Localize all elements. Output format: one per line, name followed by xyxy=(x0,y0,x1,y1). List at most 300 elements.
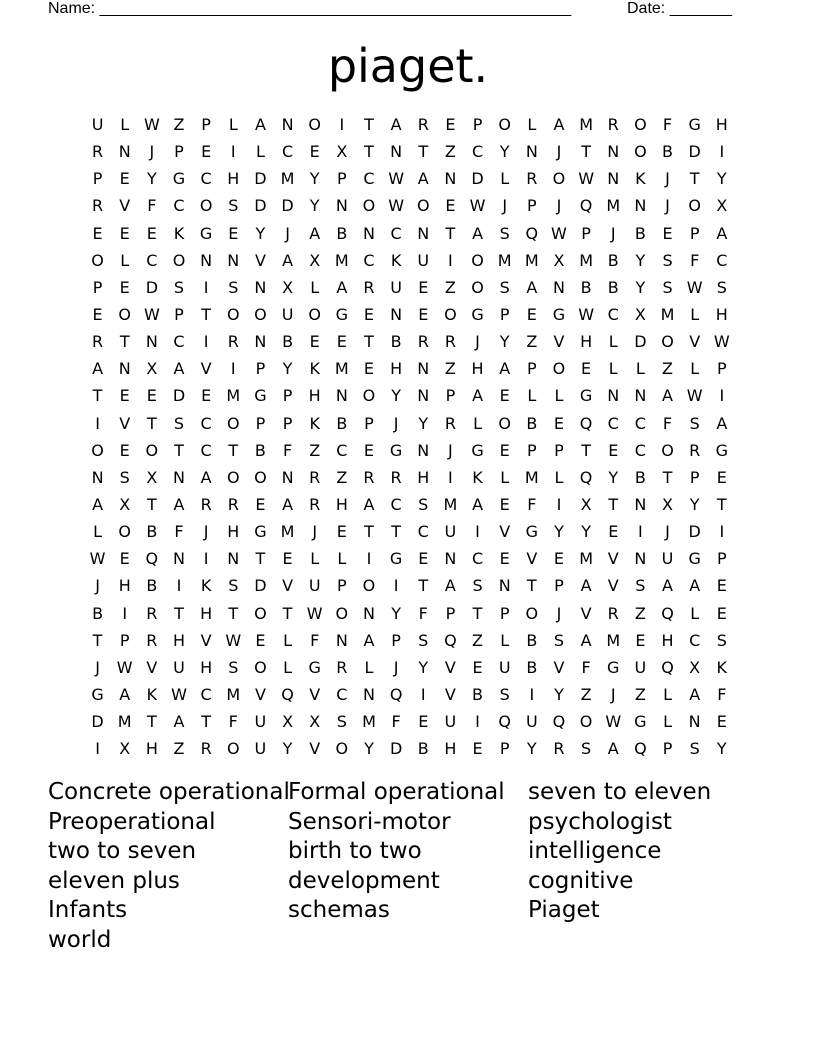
grid-letter: B xyxy=(607,277,619,297)
grid-letter: Q xyxy=(579,413,593,433)
grid-letter: E xyxy=(119,440,130,460)
grid-letter: M xyxy=(280,169,295,189)
grid-letter: Q xyxy=(498,712,511,732)
grid-letter: T xyxy=(228,440,239,460)
word-bank-item: Sensori-motor xyxy=(288,808,451,835)
grid-letter: M xyxy=(280,522,295,542)
grid-letter: X xyxy=(282,277,294,297)
grid-letter: U xyxy=(173,657,185,677)
grid-letter: S xyxy=(472,576,483,596)
grid-letter: G xyxy=(607,657,620,677)
grid-letter: H xyxy=(444,739,457,759)
grid-letter: S xyxy=(336,712,347,732)
grid-letter: N xyxy=(498,576,511,596)
grid-letter: O xyxy=(552,169,566,189)
grid-letter: P xyxy=(526,440,537,460)
grid-letter: R xyxy=(92,196,104,216)
grid-letter: I xyxy=(230,142,236,162)
grid-letter: H xyxy=(200,603,213,623)
grid-letter: B xyxy=(662,142,674,162)
grid-letter: N xyxy=(634,494,647,514)
grid-letter: T xyxy=(201,304,212,324)
grid-letter: C xyxy=(471,549,484,569)
grid-letter: E xyxy=(716,467,727,487)
grid-letter: C xyxy=(634,440,646,460)
grid-letter: P xyxy=(174,142,184,162)
grid-letter: I xyxy=(203,332,209,352)
grid-letter: A xyxy=(662,576,673,596)
grid-letter: V xyxy=(119,413,131,433)
grid-letter: X xyxy=(553,250,565,270)
grid-letter: O xyxy=(335,603,349,623)
grid-letter: L xyxy=(500,169,510,189)
grid-letter: P xyxy=(554,440,564,460)
grid-row xyxy=(84,708,735,735)
grid-letter: Z xyxy=(472,630,484,650)
grid-letter: G xyxy=(715,440,728,460)
grid-letter: I xyxy=(638,522,643,542)
grid-letter: B xyxy=(336,223,348,243)
grid-letter: Y xyxy=(309,196,320,216)
grid-letter: C xyxy=(200,169,212,189)
grid-letter: Y xyxy=(391,603,401,623)
grid-letter: F xyxy=(310,630,320,650)
grid-letter: H xyxy=(335,494,348,514)
grid-letter: X xyxy=(634,304,646,324)
grid-letter: R xyxy=(417,115,429,134)
grid-letter: C xyxy=(200,684,212,704)
grid-letter: M xyxy=(362,712,376,732)
grid-letter: T xyxy=(282,603,293,623)
grid-letter: O xyxy=(634,142,647,162)
grid-letter: G xyxy=(688,549,701,569)
grid-row xyxy=(84,518,735,545)
grid-letter: W xyxy=(578,304,595,324)
grid-letter: P xyxy=(119,630,130,650)
word-bank-item: intelligence xyxy=(528,838,662,865)
grid-letter: P xyxy=(337,169,347,189)
grid-letter: T xyxy=(391,522,401,542)
grid-letter: Q xyxy=(281,684,294,704)
grid-letter: H xyxy=(227,522,240,542)
grid-letter: L xyxy=(228,115,238,134)
grid-letter: W xyxy=(89,549,106,569)
grid-letter: L xyxy=(473,413,482,433)
grid-letter: I xyxy=(176,576,182,596)
grid-letter: E xyxy=(445,115,456,134)
grid-letter: H xyxy=(417,467,430,487)
grid-letter: R xyxy=(607,603,619,623)
grid-letter: B xyxy=(634,223,646,243)
grid-letter: V xyxy=(444,684,456,704)
grid-letter: H xyxy=(200,657,213,677)
grid-letter: O xyxy=(308,304,321,324)
grid-letter: W xyxy=(578,169,595,189)
grid-letter: J xyxy=(393,657,399,677)
grid-letter: N xyxy=(444,549,457,569)
grid-letter: L xyxy=(690,359,700,379)
grid-letter: V xyxy=(553,332,565,352)
grid-letter: A xyxy=(472,494,484,514)
grid-letter: E xyxy=(472,657,483,677)
grid-letter: X xyxy=(119,494,131,514)
grid-letter: V xyxy=(553,657,565,677)
grid-letter: T xyxy=(119,332,130,352)
grid-letter: X xyxy=(146,359,158,379)
grid-letter: M xyxy=(660,304,675,324)
grid-letter: V xyxy=(309,739,321,759)
grid-letter: E xyxy=(499,440,510,460)
grid-letter: L xyxy=(120,250,130,270)
grid-letter: Z xyxy=(444,277,456,297)
grid-letter: Z xyxy=(634,684,646,704)
grid-letter: E xyxy=(363,304,375,324)
grid-letter: G xyxy=(688,115,701,134)
grid-letter: O xyxy=(118,304,131,324)
grid-letter: T xyxy=(146,712,157,732)
grid-letter: A xyxy=(336,277,348,297)
grid-letter: H xyxy=(118,576,131,596)
grid-letter: O xyxy=(226,467,240,487)
grid-letter: N xyxy=(227,549,240,569)
grid-letter: N xyxy=(335,630,348,650)
grid-letter: N xyxy=(417,359,430,379)
grid-letter: O xyxy=(634,115,647,134)
grid-row xyxy=(84,220,735,247)
grid-letter: I xyxy=(529,684,535,704)
grid-letter: S xyxy=(689,739,700,759)
grid-letter: N xyxy=(607,169,620,189)
grid-row xyxy=(84,627,735,654)
grid-row xyxy=(84,165,735,192)
grid-letter: P xyxy=(282,413,293,433)
grid-letter: K xyxy=(472,467,483,487)
grid-letter: G xyxy=(335,304,349,324)
grid-letter: S xyxy=(228,196,239,216)
grid-letter: H xyxy=(580,332,593,352)
grid-letter: Y xyxy=(635,250,646,270)
grid-letter: P xyxy=(716,549,727,569)
grid-letter: E xyxy=(336,522,347,542)
grid-letter: C xyxy=(363,169,375,189)
grid-letter: O xyxy=(362,386,376,406)
grid-letter: H xyxy=(390,359,403,379)
grid-letter: V xyxy=(200,630,212,650)
grid-letter: D xyxy=(254,169,267,189)
grid-letter: U xyxy=(444,522,457,542)
word-bank-item: psychologist xyxy=(528,808,672,835)
grid-letter: N xyxy=(417,223,430,243)
grid-letter: T xyxy=(472,603,483,623)
grid-letter: M xyxy=(334,359,349,379)
grid-letter: C xyxy=(173,332,185,352)
grid-letter: I xyxy=(448,250,453,270)
grid-letter: S xyxy=(689,413,700,433)
grid-letter: W xyxy=(388,196,405,216)
grid-letter: E xyxy=(716,576,727,596)
grid-letter: O xyxy=(688,196,701,216)
grid-letter: N xyxy=(254,332,267,352)
grid-letter: E xyxy=(472,739,483,759)
grid-letter: C xyxy=(607,413,619,433)
grid-letter: L xyxy=(527,115,537,134)
grid-letter: I xyxy=(719,522,725,542)
grid-letter: B xyxy=(282,332,294,352)
grid-letter: M xyxy=(579,549,593,569)
grid-letter: I xyxy=(420,684,426,704)
grid-letter: Z xyxy=(309,440,321,460)
grid-letter: R xyxy=(309,467,321,487)
grid-letter: Z xyxy=(173,739,185,759)
grid-letter: S xyxy=(716,630,727,650)
grid-letter: L xyxy=(554,386,564,406)
grid-letter: R xyxy=(309,494,321,514)
grid-letter: A xyxy=(526,277,538,297)
grid-letter: R xyxy=(336,657,348,677)
grid-letter: Z xyxy=(662,359,673,379)
grid-letter: F xyxy=(662,413,673,433)
grid-letter: N xyxy=(390,142,403,162)
grid-letter: U xyxy=(254,712,267,732)
name-field-label: Name: _____________________________________________________ xyxy=(48,0,572,17)
grid-letter: N xyxy=(173,467,185,487)
grid-letter: K xyxy=(200,576,212,596)
grid-letter: T xyxy=(146,413,157,433)
grid-letter: A xyxy=(119,684,131,704)
grid-letter: M xyxy=(606,196,621,216)
grid-letter: E xyxy=(635,630,646,650)
grid-letter: O xyxy=(91,440,104,460)
grid-letter: G xyxy=(308,657,321,677)
grid-letter: Y xyxy=(146,169,157,189)
grid-letter: A xyxy=(363,630,375,650)
grid-letter: T xyxy=(526,576,537,596)
grid-letter: N xyxy=(634,386,647,406)
grid-letter: E xyxy=(363,440,375,460)
grid-letter: D xyxy=(471,169,484,189)
grid-letter: W xyxy=(551,223,567,243)
grid-letter: E xyxy=(553,413,565,433)
grid-letter: L xyxy=(283,657,293,677)
grid-letter: V xyxy=(282,576,294,596)
grid-letter: B xyxy=(634,467,646,487)
grid-letter: F xyxy=(228,712,238,732)
grid-letter: O xyxy=(226,413,240,433)
grid-letter: N xyxy=(91,467,104,487)
grid-letter: N xyxy=(281,467,294,487)
grid-letter: I xyxy=(339,115,345,134)
grid-letter: P xyxy=(662,739,673,759)
grid-letter: V xyxy=(254,684,266,704)
grid-letter: N xyxy=(335,196,348,216)
grid-letter: Q xyxy=(525,223,539,243)
grid-letter: O xyxy=(661,332,674,352)
grid-letter: O xyxy=(91,250,104,270)
grid-letter: I xyxy=(203,549,209,569)
grid-letter: D xyxy=(634,332,647,352)
grid-row xyxy=(84,491,735,518)
grid-letter: A xyxy=(417,169,429,189)
grid-letter: W xyxy=(143,304,160,324)
grid-letter: A xyxy=(282,494,294,514)
grid-letter: R xyxy=(390,467,402,487)
header xyxy=(0,0,816,20)
grid-letter: Y xyxy=(418,413,429,433)
grid-letter: I xyxy=(230,359,236,379)
grid-letter: A xyxy=(580,576,592,596)
grid-letter: Y xyxy=(391,386,401,406)
grid-letter: P xyxy=(92,277,103,297)
grid-letter: N xyxy=(362,603,375,623)
date-field-label: Date: _______ xyxy=(627,0,732,17)
grid-row xyxy=(84,681,735,708)
grid-letter: O xyxy=(254,467,267,487)
grid-letter: A xyxy=(499,359,511,379)
grid-letter: P xyxy=(499,603,510,623)
grid-letter: T xyxy=(581,142,591,162)
page-title: piaget. xyxy=(327,39,489,93)
grid-letter: O xyxy=(525,603,539,623)
grid-letter: Q xyxy=(579,196,593,216)
grid-letter: T xyxy=(418,142,429,162)
grid-letter: T xyxy=(418,576,429,596)
grid-letter: A xyxy=(716,223,728,243)
grid-letter: A xyxy=(444,576,456,596)
grid-letter: P xyxy=(445,386,456,406)
word-bank-item: two to seven xyxy=(48,838,197,865)
grid-letter: U xyxy=(498,657,511,677)
grid-row xyxy=(84,247,735,274)
grid-letter: Y xyxy=(554,522,564,542)
grid-letter: A xyxy=(173,494,185,514)
grid-letter: E xyxy=(526,304,537,324)
grid-letter: R xyxy=(526,169,538,189)
grid-letter: N xyxy=(281,115,294,134)
grid-letter: O xyxy=(145,440,159,460)
grid-letter: W xyxy=(306,603,323,623)
grid-letter: E xyxy=(499,549,510,569)
grid-letter: C xyxy=(281,142,294,162)
grid-letter: B xyxy=(92,603,104,623)
grid-letter: A xyxy=(607,739,619,759)
word-search-grid xyxy=(84,111,735,762)
grid-letter: G xyxy=(254,386,267,406)
grid-letter: E xyxy=(119,223,130,243)
grid-letter: U xyxy=(254,739,267,759)
grid-letter: Z xyxy=(173,115,185,134)
grid-letter: A xyxy=(92,494,104,514)
grid-letter: J xyxy=(665,196,670,216)
grid-letter: P xyxy=(526,196,537,216)
grid-letter: E xyxy=(581,359,592,379)
grid-letter: Y xyxy=(716,739,727,759)
grid-letter: G xyxy=(172,169,186,189)
grid-row xyxy=(84,192,735,219)
grid-letter: Y xyxy=(499,332,510,352)
grid-letter: C xyxy=(200,413,212,433)
word-bank-item: Infants xyxy=(48,897,128,924)
grid-letter: U xyxy=(525,712,538,732)
grid-letter: V xyxy=(119,196,131,216)
grid-letter: M xyxy=(334,250,349,270)
grid-row xyxy=(84,735,735,762)
grid-letter: P xyxy=(716,359,727,379)
grid-letter: L xyxy=(283,630,293,650)
grid-letter: A xyxy=(689,576,701,596)
grid-letter: P xyxy=(499,739,510,759)
grid-letter: E xyxy=(499,386,510,406)
grid-letter: S xyxy=(228,576,239,596)
grid-letter: T xyxy=(445,223,456,243)
grid-letter: C xyxy=(363,250,375,270)
grid-letter: P xyxy=(364,413,374,433)
grid-letter: D xyxy=(389,739,403,759)
grid-letter: R xyxy=(363,277,375,297)
grid-letter: P xyxy=(499,304,510,324)
grid-letter: R xyxy=(227,332,239,352)
grid-letter: T xyxy=(581,440,591,460)
grid-letter: J xyxy=(312,522,318,542)
grid-letter: H xyxy=(471,359,484,379)
grid-letter: P xyxy=(174,304,184,324)
grid-letter: G xyxy=(525,522,539,542)
grid-letter: N xyxy=(444,169,457,189)
grid-letter: A xyxy=(662,386,673,406)
grid-letter: F xyxy=(690,250,700,270)
grid-letter: C xyxy=(146,250,158,270)
grid-letter: Y xyxy=(282,739,293,759)
grid-letter: B xyxy=(607,250,619,270)
grid-letter: E xyxy=(92,304,103,324)
grid-letter: R xyxy=(92,142,104,162)
grid-letter: L xyxy=(554,467,564,487)
grid-letter: B xyxy=(526,657,538,677)
grid-letter: E xyxy=(201,142,212,162)
grid-letter: R xyxy=(689,440,701,460)
grid-letter: I xyxy=(719,142,725,162)
grid-letter: C xyxy=(689,630,701,650)
grid-letter: X xyxy=(282,712,294,732)
grid-letter: N xyxy=(254,277,267,297)
grid-row xyxy=(84,654,735,681)
grid-letter: X xyxy=(662,494,673,514)
grid-row xyxy=(84,138,735,165)
grid-letter: Z xyxy=(336,467,348,487)
grid-letter: J xyxy=(95,657,100,677)
grid-letter: X xyxy=(309,712,321,732)
grid-letter: S xyxy=(499,223,510,243)
grid-letter: T xyxy=(255,549,266,569)
grid-letter: Q xyxy=(444,630,457,650)
grid-letter: V xyxy=(526,549,538,569)
grid-letter: A xyxy=(580,630,592,650)
grid-letter: L xyxy=(690,603,700,623)
grid-letter: E xyxy=(716,603,727,623)
grid-letter: A xyxy=(200,467,212,487)
grid-letter: K xyxy=(635,169,646,189)
grid-letter: L xyxy=(364,657,374,677)
grid-letter: N xyxy=(688,712,701,732)
grid-letter: X xyxy=(689,657,701,677)
grid-letter: T xyxy=(92,630,103,650)
grid-letter: B xyxy=(336,413,348,433)
grid-letter: O xyxy=(254,603,267,623)
grid-row xyxy=(84,600,735,627)
grid-letter: P xyxy=(337,576,347,596)
grid-letter: I xyxy=(719,386,725,406)
grid-letter: O xyxy=(471,250,484,270)
grid-letter: X xyxy=(580,494,592,514)
